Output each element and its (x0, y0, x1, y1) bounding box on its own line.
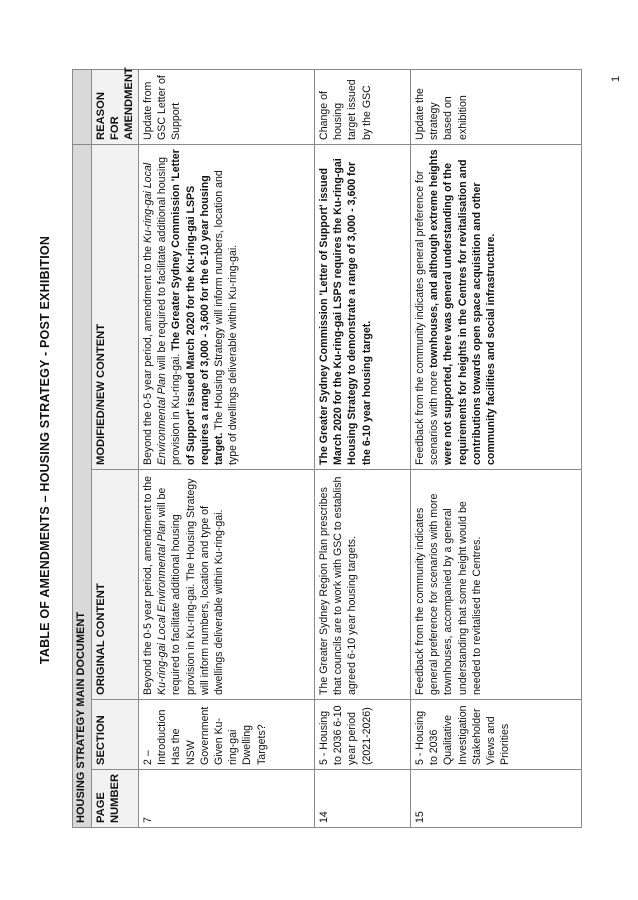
modified-cell: Beyond the 0-5 year period, amendment to the Ku-ring-gai Local Environmental Plan will be required to facilitate additional housing provision in Ku-ring-gai. The Greater Sydney Commission 'Letter of Support' issued March 2020 for the Ku-ring-gai LSPS requires a range of 3,000 - 3,600 for the 6-10 year housing target. The Housing Strategy will inform numbers, location and type of dwellings deliverable within Ku-ring-gai. (139, 144, 315, 469)
table-header-row (92, 69, 139, 827)
header-section: SECTION (92, 700, 139, 770)
modified-cell: The Greater Sydney Commission 'Letter of Support' issued March 2020 for the Ku-ring-gai LSPS requires the Ku-ring-gai Housing Strategy to demonstrate a range of 3,000 - 3,600 for the 6-10 year housing target. (315, 144, 411, 469)
header-page-number: PAGE NUMBER (92, 770, 139, 828)
section-cell: 5 - Housing to 2036 Qualitative Investigation Stakeholder Views and Priorities (411, 700, 582, 770)
band-empty-cell (73, 69, 92, 144)
original-cell: The Greater Sydney Region Plan prescribes that councils are to work with GSC to establish agreed 6-10 year housing targets. (315, 470, 411, 700)
header-reason: REASON FOR AMENDMENT (92, 69, 139, 144)
table-row (411, 69, 582, 827)
reason-cell: Change of housing target issued by the GSC (315, 69, 411, 144)
table-band-row (73, 69, 92, 827)
table-row (139, 69, 315, 827)
original-cell: Beyond the 0-5 year period, amendment to the Ku-ring-gai Local Environmental Plan will be required to facilitate additional housing provision in Ku-ring-gai. The Housing Strategy will inform numbers, location and type of dwellings deliverable within Ku-ring-gai. (139, 470, 315, 700)
page-cell: 14 (315, 770, 411, 828)
amendments-table (72, 69, 582, 828)
reason-cell: Update the strategy based on exhibition (411, 69, 582, 144)
document-title: TABLE OF AMENDMENTS – HOUSING STRATEGY - POST EXHIBITION (38, 235, 52, 665)
modified-cell: Feedback from the community indicates general preference for scenarios with more townhouses, and although extreme heights were not supported, there was general understanding of the requirements for heights in the Centres for revitalisation and contributions towards open space acquisition and other community facilities and social infrastructure. (411, 144, 582, 469)
page-cell: 7 (139, 770, 315, 828)
page-number: 1 (610, 75, 622, 82)
original-cell: Feedback from the community indicates general preference for scenarios with more townhouses, accompanied by a general understanding that some height would be needed to revitalised the Centres. (411, 470, 582, 700)
page-cell: 15 (411, 770, 582, 828)
reason-cell: Update from GSC Letter of Support (139, 69, 315, 144)
section-cell: 5 - Housing to 2036 6-10 year period (2021-2026) (315, 700, 411, 770)
header-original: ORIGINAL CONTENT (92, 470, 139, 700)
section-cell: 2 – Introduction Has the NSW Government Given Ku-ring-gai Dwelling Targets? (139, 700, 315, 770)
table-row (315, 69, 411, 827)
band-label: HOUSING STRATEGY MAIN DOCUMENT (73, 144, 92, 827)
header-modified: MODIFIED/NEW CONTENT (92, 144, 139, 469)
